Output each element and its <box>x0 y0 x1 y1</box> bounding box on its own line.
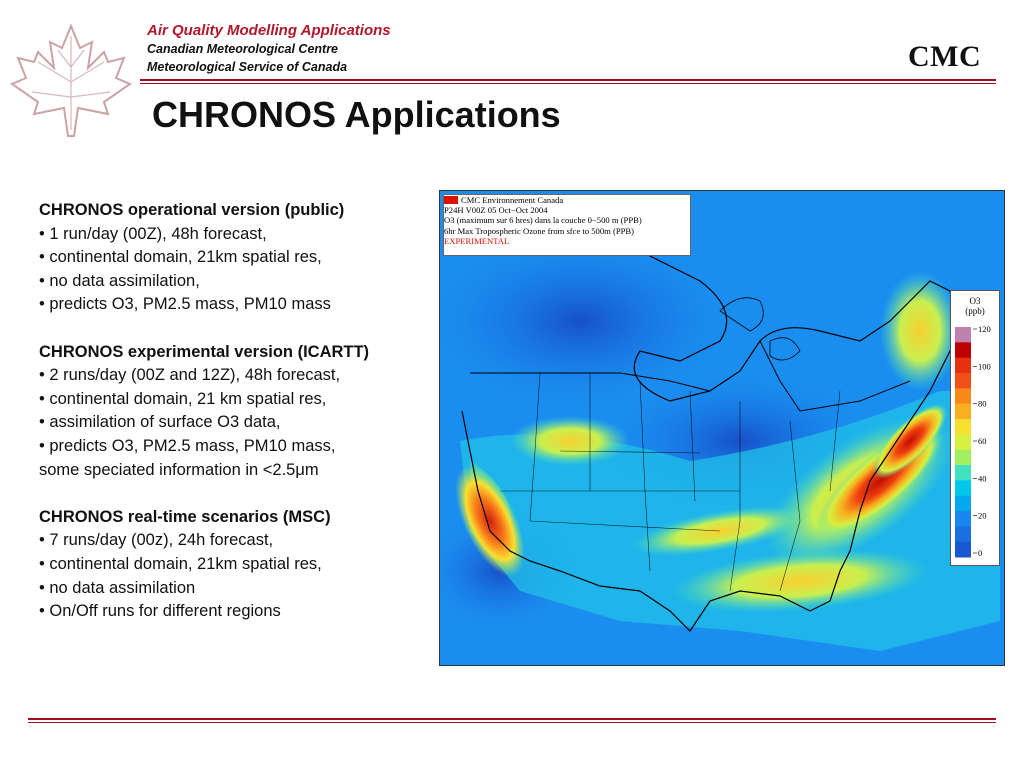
bullet: some speciated information in <2.5μm <box>39 460 319 479</box>
bullet: • continental domain, 21km spatial res, <box>39 554 322 573</box>
bullet: • no data assimilation <box>39 578 196 597</box>
maple-leaf-logo <box>8 22 134 140</box>
bullet: • continental domain, 21 km spatial res, <box>39 389 327 408</box>
legend-tick-label: 20 <box>978 510 987 521</box>
legend-band <box>955 327 971 343</box>
info-line-2: P24H V00Z 05 Oct−Oct 2004 <box>444 205 548 216</box>
header-line-2: Canadian Meteorological Centre <box>147 42 339 56</box>
section-heading: CHRONOS operational version (public) <box>39 201 345 219</box>
legend-tick-label: 60 <box>978 436 987 446</box>
legend-band <box>955 450 971 466</box>
bullet: • predicts O3, PM2.5 mass, PM10 mass <box>39 295 331 314</box>
header-line-1: Air Quality Modelling Applications <box>147 22 391 39</box>
legend-tick-label: 120 <box>978 324 991 334</box>
legend-band <box>955 404 971 420</box>
info-line-4: 6hr Max Tropospheric Ozone from sfce to 500m (PPB) <box>444 225 634 236</box>
legend-band <box>955 388 971 404</box>
section-experimental <box>39 341 439 483</box>
footer-divider <box>28 718 996 720</box>
header-line-3: Meteorological Service of Canada <box>147 60 348 74</box>
bullet: • 2 runs/day (00Z and 12Z), 48h forecast, <box>39 366 341 385</box>
legend-band <box>955 419 971 435</box>
legend-band <box>955 465 971 481</box>
bullet: • assimilation of surface O3 data, <box>39 413 281 432</box>
map-info-box <box>443 194 691 256</box>
cmc-logo-text: CMC <box>908 40 982 73</box>
legend-title: O3 <box>969 296 981 306</box>
footer-divider-thin <box>28 722 996 723</box>
legend-tick-label: 40 <box>978 473 987 484</box>
page-title: CHRONOS Applications <box>152 94 561 135</box>
legend-band <box>955 342 971 358</box>
legend-band <box>955 358 971 374</box>
info-line-5: EXPERIMENTAL <box>444 235 510 246</box>
header-divider <box>140 79 996 81</box>
legend-tick-label: 0 <box>978 548 983 558</box>
info-line-3: O3 (maximum sur 6 hres) dans la couche 0−500 m (PPB) <box>444 215 642 226</box>
legend-band <box>955 526 971 542</box>
bullet: • no data assimilation, <box>39 271 200 290</box>
bullet: • continental domain, 21km spatial res, <box>39 248 322 267</box>
legend-band <box>955 511 971 527</box>
legend-band <box>955 434 971 450</box>
bullet: • predicts O3, PM2.5 mass, PM10 mass, <box>39 436 336 455</box>
bullet: • 1 run/day (00Z), 48h forecast, <box>39 224 267 243</box>
bullet: • On/Off runs for different regions <box>39 602 281 621</box>
bullet: • 7 runs/day (00z), 24h forecast, <box>39 531 274 550</box>
section-operational <box>39 199 439 317</box>
section-realtime <box>39 506 439 624</box>
canada-flag-icon <box>444 196 458 204</box>
legend-tick-label: 80 <box>978 398 987 409</box>
legend-tick-label: 100 <box>978 361 991 372</box>
legend-band <box>955 496 971 512</box>
section-heading: CHRONOS experimental version (ICARTT) <box>39 342 370 361</box>
ozone-forecast-map <box>439 190 1005 666</box>
ozone-color-legend <box>950 290 1000 566</box>
legend-band <box>955 480 971 496</box>
legend-band <box>955 373 971 389</box>
info-line-1: CMC Environnement Canada <box>461 195 564 205</box>
legend-band <box>955 542 971 558</box>
legend-units: (ppb) <box>965 306 985 316</box>
body-text <box>39 199 439 647</box>
section-heading: CHRONOS real-time scenarios (MSC) <box>39 507 331 526</box>
header-divider-thin <box>140 83 996 84</box>
